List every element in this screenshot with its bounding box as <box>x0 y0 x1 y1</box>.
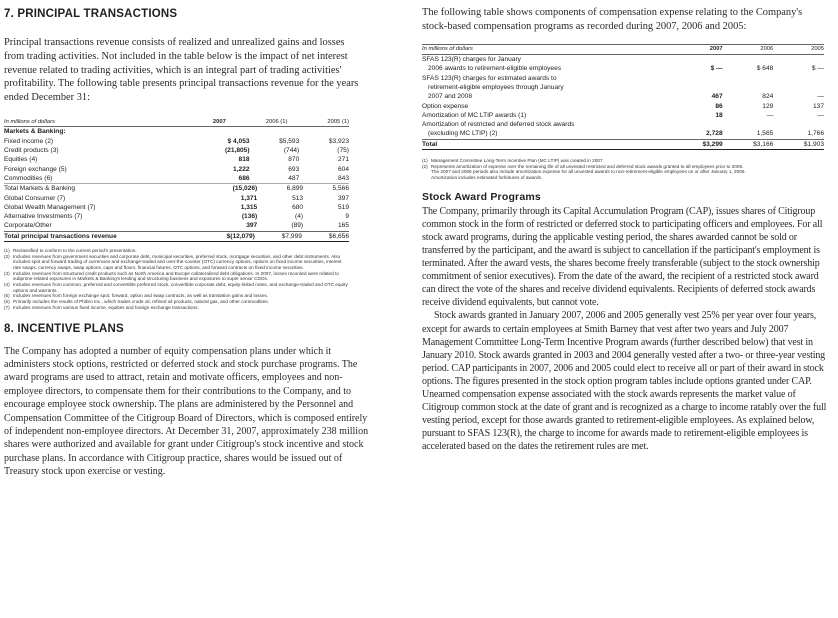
cell: (744) <box>283 147 300 155</box>
row-label: 2006 awards to retirement-eligible employees <box>428 65 562 73</box>
row-label: retirement-eligible employees through January <box>428 83 564 91</box>
footnote: (3) Includes revenues from structured credit products such as North America and Europe collateralized debt obligations. In 2007, losses recorded were related to subprime-related exposures in Markets & Banking's lending and structuring business and exposures to super senior CDOs. <box>4 270 339 282</box>
row-label: Foreign exchange (5) <box>4 165 67 173</box>
row-label: Fixed income (2) <box>4 137 54 145</box>
table-body <box>422 55 824 139</box>
footnote: (7) Includes revenues from various fixed income, equities and foreign exchange transactions. <box>4 304 199 310</box>
cell <box>773 55 824 64</box>
row-label: Total principal transactions revenue <box>4 232 117 240</box>
cell <box>773 73 824 82</box>
cell: — <box>817 93 824 101</box>
table-header-row <box>422 45 824 54</box>
year-col-2005: 2005 (1) <box>327 118 349 125</box>
cell <box>723 73 774 82</box>
cell: 271 <box>337 156 349 164</box>
year-col-2006: 2006 <box>760 46 774 53</box>
footnote: (1) Reclassified to conform to the current period's presentation. <box>4 247 137 253</box>
table-row <box>4 174 349 183</box>
row-label: Credit products (3) <box>4 147 59 155</box>
row-label: (excluding MC LTIP) (2) <box>428 130 498 138</box>
stock-award-programs-title: Stock Award Programs <box>422 190 541 203</box>
cell: $6,656 <box>328 232 349 240</box>
row-label: Option expense <box>422 102 469 110</box>
footnote: (2) Represents amortization of expense over the remaining life of all unvested restricted and deferred stock awards granted to all employees prior to 2006. The 2007 and 2006 periods also include amortization expense for all unvested awards to non-retirement-eligible employees on or after January 1, 2006. Amortization includes estimated forfeitures of awards. <box>422 163 746 180</box>
cell: 129 <box>762 102 774 110</box>
cell: 843 <box>337 174 349 182</box>
row-label: Alternative Investments (7) <box>4 213 83 221</box>
table-footnotes <box>4 248 349 311</box>
table-header-row <box>4 117 349 126</box>
table-group-label-row <box>4 127 349 136</box>
cell: (4) <box>295 213 304 221</box>
row-label: Global Wealth Management (7) <box>4 203 96 211</box>
footnote: (5) Includes revenues from foreign exchange spot, forward, option and swap contracts, as well as translation gains and losses. <box>4 293 269 299</box>
cell: 467 <box>711 93 723 101</box>
footnote: (6) Primarily includes the results of Phibro Inc., which trades crude oil, refined oil products, natural gas, and other commodities. <box>4 299 269 305</box>
cell <box>672 73 723 82</box>
cell: $ — <box>811 65 824 73</box>
cell <box>723 83 774 92</box>
cell: 870 <box>288 156 300 164</box>
cell: 513 <box>292 194 304 202</box>
table-total-row <box>4 232 349 241</box>
cell <box>773 120 824 129</box>
cell: 604 <box>337 165 349 173</box>
table-row <box>422 120 824 129</box>
cell: 487 <box>288 174 300 182</box>
cell: 165 <box>337 222 349 230</box>
row-label: SFAS 123(R) charges for estimated awards to <box>422 74 557 82</box>
principal-transactions-table <box>4 117 349 242</box>
row-label: Equities (4) <box>4 156 38 164</box>
table-row <box>4 212 349 221</box>
cell <box>773 83 824 92</box>
table-row <box>422 73 824 82</box>
cell: (75) <box>337 147 349 155</box>
year-col-2007: 2007 <box>212 118 226 125</box>
cell: 2,728 <box>706 130 723 138</box>
table-row <box>4 164 349 173</box>
section-7-paragraph: Principal transactions revenue consists of realized and unrealized gains and losses from trading activities. Not included in the table below is the impact of net interest revenue related to trading activities, which is an integral part of trading activities' profitability. The following table presents principal transactions revenue for the years ended December 31: <box>4 37 359 104</box>
cell: $3,923 <box>328 137 349 145</box>
cell: 5,566 <box>332 185 349 193</box>
cell <box>672 120 723 129</box>
cell: 6,899 <box>286 185 304 193</box>
row-label: Total Markets & Banking <box>4 185 76 193</box>
year-col-2007: 2007 <box>709 46 723 53</box>
footnote: (2) Includes revenues from government securities and corporate debt, municipal securities, preferred stock, mortgage securities, and other debt instruments. Also includes spot and forward trading of currencies and exchange-traded and over-the-counter (OTC) currency options, options on fixed income securities, interest rate swaps, currency swaps, swap options, caps and floors, financial futures, OTC options, and forward contracts on fixed income securities. <box>4 253 342 270</box>
footnote: (4) Includes revenues from common, preferred and convertible preferred stock, convertible corporate debt, equity-linked notes, and exchange-traded and OTC equity options and warrants. <box>4 282 348 293</box>
table-row <box>4 137 349 146</box>
comp-expense-table <box>422 44 824 150</box>
table-subtotal-row <box>4 184 349 193</box>
cell: 1,766 <box>807 130 824 138</box>
cell <box>723 120 774 129</box>
table-total-row <box>422 140 824 149</box>
cell: 86 <box>715 102 723 110</box>
section-7-title: 7. PRINCIPAL TRANSACTIONS <box>4 8 178 20</box>
section-8-paragraph: The Company has adopted a number of equity compensation plans under which it administers stock options, restricted or deferred stock and stock purchase programs. The award programs are used to attract, retain and motivate officers, employees and non-employee directors, to compensate them for their contributions to the Company, and to encourage employee stock ownership. The plans are administered by the Personnel and Compensation Committee of the Citigroup Board of Directors, which is composed entirely of independent non-employee directors. At December 31, 2007, approximately 238 million shares were authorized and available for grant under Citigroup's stock incentive and stock purchase plans. In accordance with Citigroup practice, shares would be issued out of Treasury stock upon exercise or vesting. <box>4 345 369 478</box>
year-col-2005: 2005 <box>811 46 824 53</box>
table-row <box>422 92 824 101</box>
cell: (89) <box>291 222 304 230</box>
stock-award-paragraph-2: Stock awards granted in January 2007, 2006 and 2005 generally vest 25% per year over four years, except for awards to certain employees at Smith Barney that vest after two years and July 2007 Management Committee Long-Term Incentive Program awards (further described below) that vest in January 2010. Stock awards granted in 2003 and 2004 generally vested after a two- or three-year vesting period. CAP participants in 2007, 2006 and 2005 could elect to receive all or part of their award in stock options. The figures presented in the stock option program tables include options granted under CAP. Unearned compensation expense associated with the stock awards represents the market value of Citigroup common stock at the date of grant and is recognized as a charge to income ratably over the full vesting period, except for those awards granted to retirement-eligible employees. As explained below, pursuant to SFAS 123(R), the charge to income for awards made to retirement-eligible employees is accelerated based on the dates the retirement rules are met. <box>422 310 827 453</box>
cell: 397 <box>246 222 258 230</box>
table-row <box>4 193 349 202</box>
cell: — <box>766 111 774 119</box>
table-row <box>422 64 824 73</box>
stock-award-paragraph-1: The Company, primarily through its Capital Accumulation Program (CAP), issues shares of Citigroup common stock in the form of restricted or deferred stock to participating officers and employees. For all stock award programs, during the applicable vesting period, the shares awarded cannot be sold or transferred by the participant, and the award is subject to cancellation if the participant's employment is terminated. After the award vests, the shares become freely transferable (subject to the stock ownership commitment of senior executives). From the date of the award, the recipient of a restricted stock award can direct the vote of the shares and receive dividend equivalents. Recipients of deferred stock awards receive dividend equivalents, but cannot vote. <box>422 205 823 309</box>
cell: (136) <box>241 213 258 221</box>
cell: $5,593 <box>279 137 300 145</box>
cell <box>672 55 723 64</box>
cell: $ 4,053 <box>227 137 250 145</box>
comp-expense-intro: The following table shows components of compensation expense relating to the Company's stock-based compensation programs as recorded during 2007, 2006 and 2005: <box>422 7 803 32</box>
cell: 693 <box>288 165 300 173</box>
row-label: Commodities (6) <box>4 174 53 182</box>
table-body <box>4 127 349 183</box>
row-label: 2007 and 2008 <box>428 93 473 101</box>
row-label: Amortization of MC LTIP awards (1) <box>422 111 527 119</box>
cell: $(12,079) <box>226 232 255 240</box>
table-unit-label: In millions of dollars <box>422 46 473 53</box>
cell: 680 <box>292 203 304 211</box>
table-row <box>4 203 349 212</box>
cell: 519 <box>337 203 349 211</box>
section-8-title: 8. INCENTIVE PLANS <box>4 322 124 335</box>
cell: 1,565 <box>756 130 774 138</box>
cell: $ — <box>710 65 723 73</box>
group-label: Markets & Banking: <box>4 128 66 136</box>
footnote: (1) Management Committee Long-Term Incentive Plan (MC LTIP) was created in 2007. <box>422 157 604 163</box>
row-label: Total <box>422 140 438 148</box>
cell: (21,805) <box>224 147 250 155</box>
cell: $3,299 <box>702 140 723 148</box>
cell: 18 <box>715 111 723 119</box>
cell: 818 <box>238 156 250 164</box>
table-row <box>4 155 349 164</box>
cell: $1,903 <box>803 140 824 148</box>
row-label: Global Consumer (7) <box>4 194 66 202</box>
cell: 397 <box>337 194 349 202</box>
table-row <box>422 111 824 120</box>
table-row <box>4 146 349 155</box>
cell: $ 648 <box>756 65 774 73</box>
cell: 686 <box>238 174 250 182</box>
table-row <box>4 221 349 230</box>
table-row <box>422 55 824 64</box>
year-col-2006: 2006 (1) <box>265 118 288 125</box>
table-row <box>422 83 824 92</box>
cell: 824 <box>762 93 774 101</box>
cell: 1,222 <box>233 165 250 173</box>
row-label: Amortization of restricted and deferred stock awards <box>422 121 575 129</box>
row-label: SFAS 123(R) charges for January <box>422 56 521 64</box>
cell: (15,026) <box>232 185 258 193</box>
cell: 1,315 <box>240 203 258 211</box>
table-row <box>422 101 824 110</box>
cell <box>723 55 774 64</box>
cell: — <box>817 111 824 119</box>
cell: $7,999 <box>281 232 302 240</box>
table-unit-label: In millions of dollars <box>4 118 55 125</box>
cell: 9 <box>345 213 349 221</box>
table-row <box>422 129 824 138</box>
row-label: Corporate/Other <box>4 222 52 230</box>
left-column <box>4 8 402 479</box>
cell: 137 <box>812 102 824 110</box>
comp-table-footnotes <box>422 158 752 181</box>
cell: 1,371 <box>240 194 258 202</box>
cell <box>672 83 723 92</box>
right-column <box>422 6 834 453</box>
cell: $3,166 <box>753 140 774 148</box>
